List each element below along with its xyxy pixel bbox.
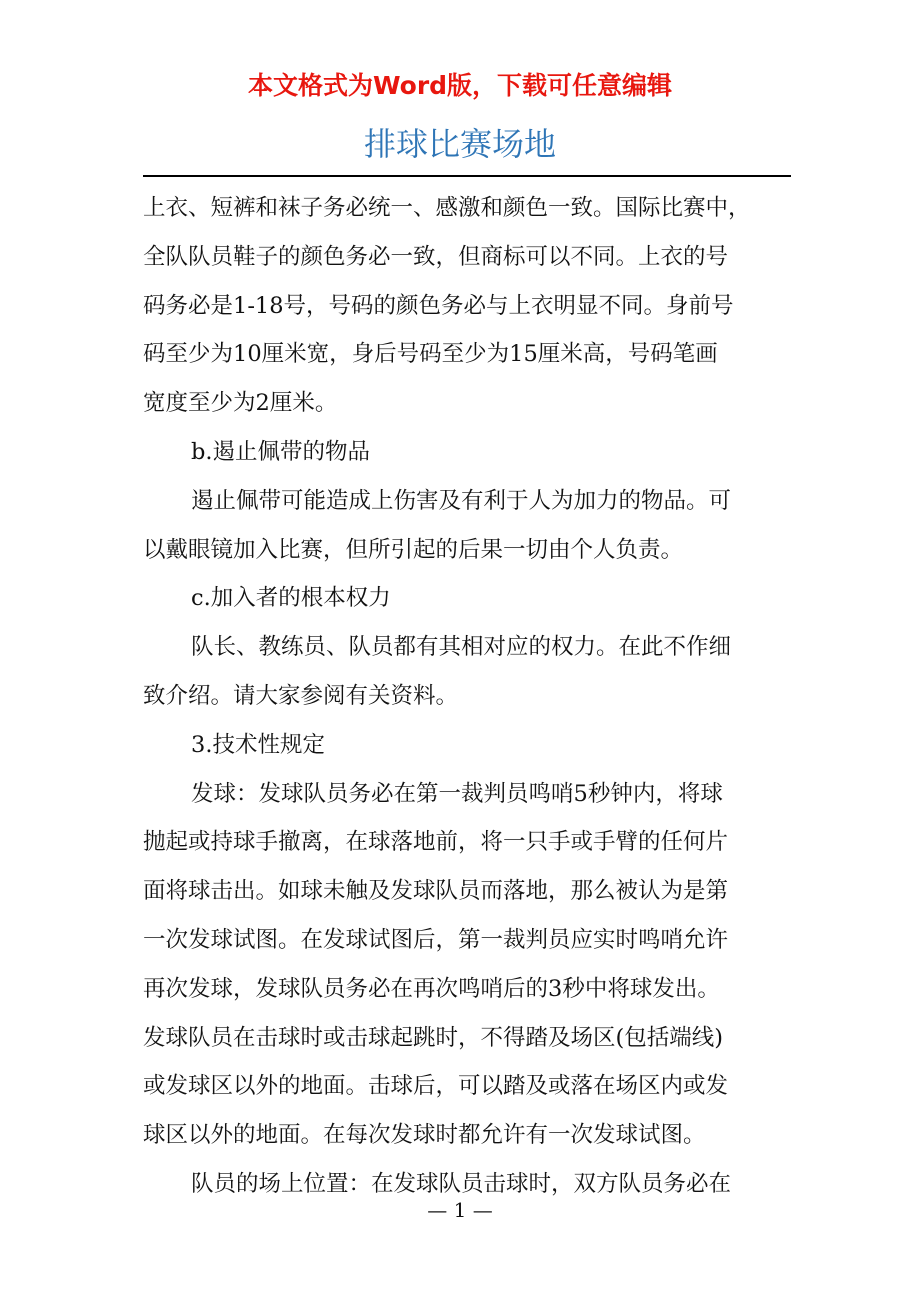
section-heading: c.加入者的根本权力 — [191, 585, 391, 612]
text-line: 码至少为10厘米宽，身后号码至少为15厘米高，号码笔画 — [143, 341, 718, 368]
document-body — [143, 184, 788, 1209]
section-heading: 3.技术性规定 — [191, 731, 325, 758]
text-line: 面将球击出。如球未触及发球队员而落地，那么被认为是第 — [143, 878, 729, 905]
header-divider — [143, 175, 791, 177]
page-number: — 1 — — [427, 1198, 493, 1222]
page-title: 排球比赛场地 — [363, 125, 556, 163]
text-line: 致介绍。请大家参阅有关资料。 — [143, 682, 459, 709]
text-line: 全队队员鞋子的颜色务必一致，但商标可以不同。上衣的号 — [143, 243, 729, 270]
text-line: 码务必是1-18号，号码的颜色务必与上衣明显不同。身前号 — [143, 292, 734, 319]
text-line: 宽度至少为2厘米。 — [143, 390, 338, 417]
text-line: 或发球区以外的地面。击球后，可以踏及或落在场区内或发 — [143, 1073, 729, 1100]
download-banner: 本文格式为Word版，下载可任意编辑 — [247, 71, 673, 100]
text-line: 再次发球，发球队员务必在再次鸣哨后的3秒中将球发出。 — [143, 975, 720, 1002]
text-line: 球区以外的地面。在每次发球时都允许有一次发球试图。 — [143, 1122, 706, 1149]
text-line: 遏止佩带可能造成上伤害及有利于人为加力的物品。可 — [191, 487, 732, 514]
text-line: 发球队员在击球时或击球起跳时，不得踏及场区(包括端线) — [143, 1024, 724, 1051]
text-line: 队长、教练员、队员都有其相对应的权力。在此不作细 — [191, 634, 732, 661]
text-line: 一次发球试图。在发球试图后，第一裁判员应实时鸣哨允许 — [143, 926, 729, 953]
text-line: 发球：发球队员务必在第一裁判员鸣哨5秒钟内，将球 — [191, 780, 723, 807]
section-heading: b.遏止佩带的物品 — [191, 438, 371, 465]
text-line: 队员的场上位置：在发球队员击球时，双方队员务必在 — [191, 1170, 732, 1197]
text-line: 以戴眼镜加入比赛，但所引起的后果一切由个人负责。 — [143, 536, 684, 563]
text-line: 抛起或持球手撤离，在球落地前，将一只手或手臂的任何片 — [143, 829, 729, 856]
text-line: 上衣、短裤和袜子务必统一、感激和颜色一致。国际比赛中， — [143, 195, 751, 221]
